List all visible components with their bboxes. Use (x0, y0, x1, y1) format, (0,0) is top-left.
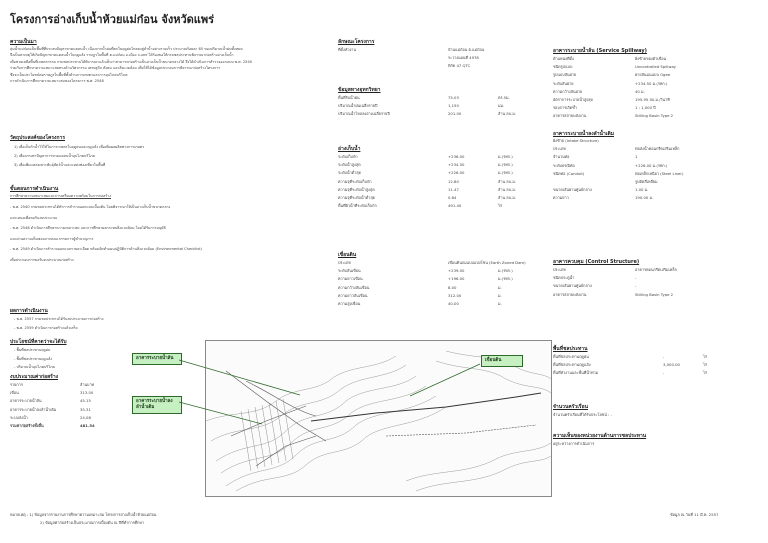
table-row: ระบบส่งน้ำ 24.08 (10, 414, 91, 420)
table-row: ระดับเก็บกัก +236.00 ม.(รทก.) (338, 154, 513, 159)
project-characteristics-heading: ลักษณะโครงการ (338, 39, 375, 45)
table-row: ระดับน้ำสูงสุด +234.50 ม.(รทก.) (338, 162, 513, 168)
table-row: พื้นที่ชลประทานฤดูแล้ง 3,000.00 ไร่ (553, 362, 707, 368)
table-row: ชนิดประตูน้ำ - (553, 275, 637, 281)
table-row: พื้นที่รับน้ำฝน 75.03 ตร.กม. (338, 95, 510, 100)
objectives-text: 1) เพื่อเก็บกักน้ำไว้ใช้ในการเกษตรในฤดูฝนและฤดูแล้ง เพื่อเพิ่มผลผลิตทางการเกษตร 2) เพื่อบรรเทาปัญหาการขาดแคลนน้ำอุปโภคบริโภค 3) เพื่อเพิ่มแหล่งเพาะพันธุ์สัตว์น้ำและแหล่งท่องเที่ยวในพื้นที่ (14, 145, 145, 167)
table-row: ความสูงเขื่อน 40.00 ม. (338, 300, 502, 306)
table-row: ความยาว 190.00 ม. (553, 195, 654, 201)
population-heading: จำนวนครัวเรือน (553, 404, 589, 410)
cost-table-header: รายการ ล้านบาท (10, 382, 95, 387)
irrigation-table (553, 354, 758, 379)
table-row: อาคารสลายพลังงาน Stilling Basin Type 2 (553, 113, 674, 119)
general-info (338, 47, 548, 72)
outlet-subheading: ฝั่งซ้าย (Intake Structure) (553, 138, 599, 143)
table-row: ความจุที่ระดับน้ำสูงสุด 11.47 ล้าน ลบ.ม. (338, 186, 516, 192)
process-heading: ขั้นตอนการดำเนินงาน (10, 186, 59, 192)
table-row: ประเภท อาคารคอนกรีตเสริมเหล็ก (553, 267, 677, 272)
table-row: ความจุที่ระดับน้ำต่ำสุด 0.64 ล้าน ลบ.ม. (338, 194, 516, 200)
benefit-heading: ประโยชน์ที่คาดว่าจะได้รับ (10, 339, 67, 345)
dam-table (338, 260, 548, 309)
table-row: ระดับสันเขื่อน +239.00 ม.(รทก.) (338, 268, 513, 274)
reservoir-heading: อ่างเก็บน้ำ (338, 146, 361, 152)
process-text: - พ.ศ. 2540 กรมชลประทานได้ทำการสำรวจออกแบบเบื้องต้น โดยพิจารณาให้เป็นอ่างเก็บน้ำขนาดกลาง และเสนอเพื่อขอรับงบประมาณ - พ.ศ. 2548 ดำเนินการศึกษาความเหมาะสม และการศึกษาผลกระทบสิ่งแวดล้อม โดยได้รับการอนุมัติ และผ่านความเห็นชอบจากคณะกรรมการผู้ชำนาญการ - พ.ศ. 2549 ดำเนินการสำรวจออกแบบรายละเอียด พร้อมจัดทำแผนปฏิบัติการด้านสิ่งแวดล้อม (Environmental Checklist) เพื่อประกอบการขอรับงบประมาณก่อสร้าง (10, 205, 202, 262)
reservoir-table (338, 154, 548, 211)
hydrology-table (338, 95, 548, 120)
table-row: รวมค่าก่อสร้างทั้งสิ้น 481.54 (10, 422, 95, 428)
dam-heading: เขื่อนดิน (338, 252, 357, 258)
table-row: อาคารสลายพลังงาน Stilling Basin Type 2 (553, 291, 674, 297)
list-item: ที่ตั้งหัวงาน บ้านแม่ก๋อน ต.แม่ก๋อน (338, 47, 485, 52)
table-row: ความกว้างสันฝาย 40 ม. (553, 88, 645, 94)
table-row: ระดับธรณีท่อ +226.00 ม.(รทก.) (553, 162, 668, 168)
outlet-heading: อาคารระบายน้ำลงลำน้ำเดิม (553, 131, 615, 137)
table-row: จำนวนท่อ 1 (553, 154, 638, 160)
process-subheading: การศึกษาความเหมาะสมและการเตรียมความพร้อมในการก่อสร้าง (10, 194, 111, 198)
background-text: ลุ่มน้ำแม่ก๋อนเป็นพื้นที่ที่ประสบปัญหาขาดแคลนน้ำ เนื่องจากน้ำฝนที่ตกในฤดูฝนไหลลงสู่ลำน้ำอย่างรวดเร็ว ประมาณร้อยละ 65 ของปริมาณน้ำฝนทั้งหมด จึงเป็นสาเหตุให้เกิดปัญหาขาดแคลนน้ำในฤดูแล้ง ราษฎรในพื้นที่ ต.แม่ก๋อน อ.เมือง จ.แพร่ ได้ร้องขอให้กรมชลประทานพิจารณาก่อสร้างอ่างเก็บน้ำ เพื่อช่วยเหลือพื้นที่เกษตรกรรม กรมชลประทานได้พิจารณาแล้วเห็นว่าสามารถก่อสร้างเป็นอ่างเก็บน้ำขนาดกลางได้ จึงได้ดำเนินการสำรวจออกแบบ พ.ศ. 2540 ร่วมกับการศึกษาความเหมาะสมทางด้านวิศวกรรม เศรษฐกิจ สังคม และสิ่งแวดล้อม เพื่อให้ได้ข้อมูลประกอบการพิจารณาก่อสร้างโครงการ ซึ่งจะเป็นประโยชน์ต่อราษฎรในพื้นที่ทั้งด้านการเกษตรและการอุปโภคบริโภค การดำเนินการศึกษาความเหมาะสมของโครงการ พ.ศ. 2548 (10, 47, 253, 84)
background-heading: ความเป็นมา (10, 39, 37, 45)
population-text: จำนวนครัวเรือนที่ได้รับประโยชน์ : - (553, 412, 612, 417)
table-row: ชนิดรูปแบบ Uncontrolled Spillway (553, 64, 677, 70)
callout-dam: เขื่อนดิน (481, 355, 523, 367)
objectives-heading: วัตถุประสงค์ของโครงการ (10, 135, 66, 141)
table-row: รอบการเกิดซ้ำ 1 : 1,000 ปี (553, 105, 656, 111)
relocation-text: อยู่ระหว่างการดำเนินการ (553, 441, 595, 446)
hydrology-heading: ข้อมูลทางอุทกวิทยา (338, 87, 381, 93)
callout-spillway: อาคารระบายน้ำล้น (132, 353, 182, 365)
table-row: ประเภท เขื่อนดินถมแบบแบ่งโซน (Earth Zoned Dam) (338, 260, 526, 265)
benefit-text: - พื้นที่ชลประทานฤดูฝน - พื้นที่ชลประทานฤดูแล้ง - ปริมาณน้ำอุปโภคบริโภค (14, 348, 55, 369)
callout-outlet: อาคารระบายน้ำลงลำน้ำเดิม (132, 396, 182, 414)
table-row: อัตราการระบายน้ำสูงสุด 195.95 ลบ.ม./วินาที (553, 96, 670, 102)
project-map (136, 340, 552, 497)
spillway-table (553, 56, 758, 122)
list-item: พิกัด 47 QTC (448, 63, 471, 69)
control-table (553, 267, 758, 300)
table-row: พื้นที่ผิวน้ำที่ระดับเก็บกัก 491.40 ไร่ (338, 203, 502, 209)
cost-table (10, 382, 130, 431)
table-row: ความยาวเขื่อน +196.00 ม.(รทก.) (338, 276, 513, 282)
table-row: ขนาดเส้นผ่านศูนย์กลาง - (553, 283, 637, 289)
page-title: โครงการอ่างเก็บน้ำห้วยแม่ก๋อน จังหวัดแพร่ (10, 13, 215, 26)
relocation-heading: ความเห็นของหน่วยงานด้านการชลประทาน (553, 433, 647, 439)
status-heading: ผลการดำเนินงาน (10, 308, 48, 314)
footer-note-1: หมายเหตุ : 1) ข้อมูลจากรายงานการศึกษาความเหมาะสม โครงการอ่างเก็บน้ำห้วยแม่ก๋อน (10, 512, 157, 517)
footer-note-2: 2) ข้อมูลค่าก่อสร้างเป็นประมาณการเบื้องต้น ณ ปีที่ทำการศึกษา (40, 520, 145, 525)
table-row: ขนาดเส้นผ่านศูนย์กลาง 1.00 ม. (553, 187, 649, 193)
table-row: ประเภท ท่อส่งน้ำคอนกรีตเสริมเหล็ก (553, 146, 680, 152)
table-row: ปริมาณน้ำไหลลงอ่างเฉลี่ยรายปี 201.00 ล้าน ลบ.ม. (338, 111, 516, 117)
outlet-table (553, 138, 758, 204)
table-row: รูปตัดสี่เหลี่ยม (635, 178, 658, 184)
table-row: ความยาวสันเขื่อน 312.00 ม. (338, 292, 502, 298)
irrigation-heading: พื้นที่ชลประทาน (553, 346, 588, 352)
table-row: ปริมาณน้ำฝนเฉลี่ยรายปี 1,150 มม. (338, 103, 505, 109)
table-row: ความกว้างสันเขื่อน 8.00 ม. (338, 284, 502, 290)
table-row: พื้นที่หัวงานและพื้นที่น้ำท่วม - ไร่ (553, 370, 707, 376)
table-row: ระดับน้ำต่ำสุด +226.00 ม.(รทก.) (338, 170, 513, 176)
spillway-heading: อาคารระบายน้ำล้น (Service Spillway) (553, 48, 647, 54)
control-heading: อาคารควบคุม (Control Structure) (553, 259, 640, 265)
table-row: ระดับสันฝาย +234.50 ม.(รทก.) (553, 80, 668, 86)
table-row: ชนิดท่อ (Conduit) ท่อเหล็กเหนียว (Steel Liner) (553, 170, 684, 176)
table-row: พื้นที่ชลประทานฤดูฝน - ไร่ (553, 354, 707, 359)
table-row: อาคารระบายน้ำล้น 45.15 (10, 398, 91, 404)
table-row: อาคารระบายน้ำลงลำน้ำเดิม 35.31 (10, 406, 91, 412)
table-row: เขื่อน 313.00 (10, 390, 94, 396)
cost-heading: งบประมาณค่าก่อสร้าง (10, 374, 59, 380)
table-row: รูปแบบสันฝาย ฝายสันมนแบบ Ogee (553, 72, 671, 78)
footer-date: ข้อมูล ณ วันที่ 11 มี.ค. 2557 (670, 512, 719, 517)
list-item: ระวางแผนที่ 4978 (448, 55, 479, 61)
table-row: ตำแหน่งที่ตั้ง ฝั่งซ้ายของตัวเขื่อน (553, 56, 667, 61)
status-text: - พ.ศ. 2557 กรมชลประทานได้รับงบประมาณการก่อสร้าง - พ.ศ. 2559 ดำเนินการก่อสร้างแล้วเสร็จ (14, 317, 104, 330)
table-row: ความจุที่ระดับเก็บกัก 12.80 ล้าน ลบ.ม. (338, 178, 516, 184)
